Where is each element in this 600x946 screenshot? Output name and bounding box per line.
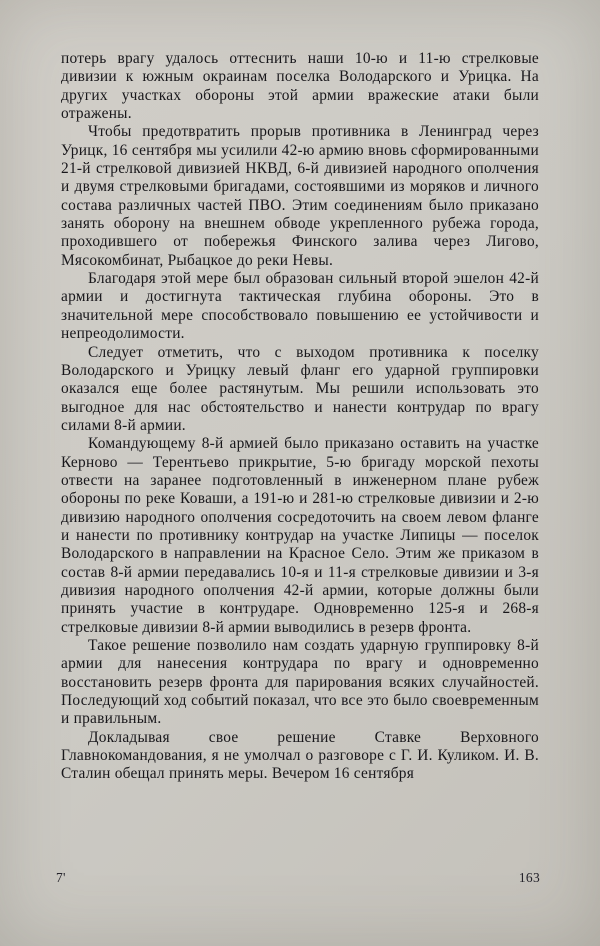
paragraph: потерь врагу удалось оттеснить наши 10-ю и 11-ю стрелковые дивизии к южным окраинам поселка Володарского и Урицка. На других участках обороны этой армии вражеские атаки были отражены. <box>61 50 539 123</box>
print-signature: 7' <box>56 870 66 885</box>
page-footer <box>56 870 540 886</box>
paragraph: Следует отметить, что с выходом противника к поселку Володарского и Урицку левый фланг его ударной группировки оказался еще более растянутым. Мы решили использовать это выгодное для нас обстоятельство и нанести контрудар по врагу силами 8-й армии. <box>61 343 539 434</box>
paragraph: Чтобы предотвратить прорыв противника в Ленинград через Урицк, 16 сентября мы усилили 42-ю армию вновь сформированными 21-й стрелковой дивизией НКВД, 6-й дивизией народного ополчения и двумя стрелковыми бригадами, состоявшими из моряков и личного состава различных частей ПВО. Этим соединениям было приказано занять оборону на внешнем обводе укрепленного рубежа города, проходившего от побережья Финского залива через Лигово, Мясокомбинат, Рыбацкое до реки Невы. <box>61 123 539 269</box>
paragraph: Докладывая свое решение Ставке Верховного Главнокомандования, я не умолчал о разговоре с Г. И. Куликом. И. В. Сталин обещал принять меры. Вечером 16 сентября <box>61 728 539 783</box>
paragraph: Такое решение позволило нам создать ударную группировку 8-й армии для нанесения контрудара по врагу и одновременно восстановить резерв фронта для парирования всяких случайностей. Последующий ход событий показал, что все это было своевременным и правильным. <box>61 637 539 728</box>
text-block <box>61 50 539 784</box>
paragraph: Командующему 8-й армией было приказано оставить на участке Керново — Терентьево прикрытие, 5-ю бригаду морской пехоты отвести на заранее подготовленный в инженерном плане рубеж обороны по реке Коваши, а 191-ю и 281-ю стрелковые дивизии и 2-ю дивизию народного ополчения сосредоточить на своем левом фланге и нанести по противнику контрудар на участке Липицы — поселок Володарского в направлении на Красное Село. Этим же приказом в состав 8-й армии передавались 10-я и 11-я стрелковые дивизии и 3-я дивизия народного ополчения 42-й армии, которые должны были принять участие в контрударе. Одновременно 125-я и 268-я стрелковые дивизии 8-й армии выводились в резерв фронта. <box>61 435 539 636</box>
paragraph: Благодаря этой мере был образован сильный второй эшелон 42-й армии и достигнута тактическая глубина обороны. Это в значительной мере способствовало повышению ее устойчивости и непреодолимости. <box>61 270 539 343</box>
page-number: 163 <box>518 870 540 885</box>
